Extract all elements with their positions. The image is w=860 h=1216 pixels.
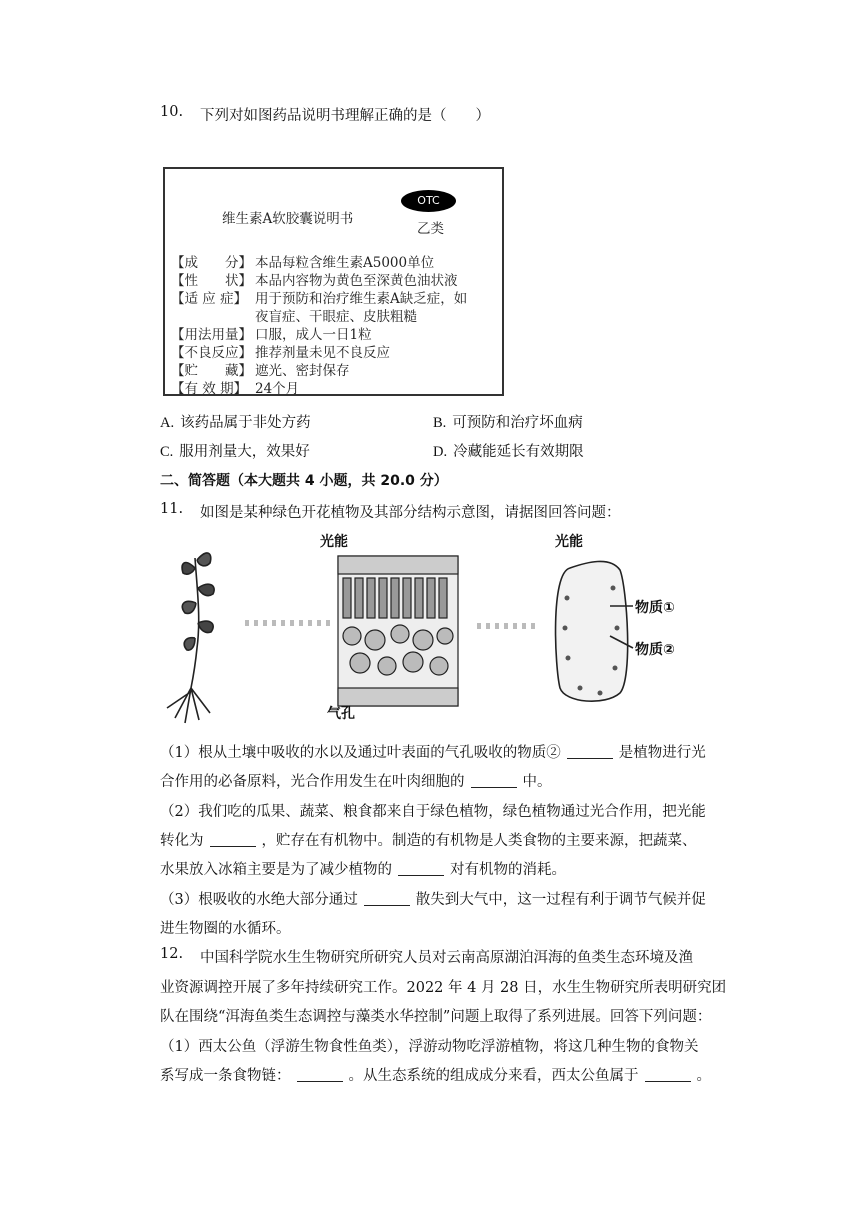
otc-class: 乙类	[417, 221, 444, 237]
drug-label-row	[171, 377, 299, 397]
drug-label-key: 【有 效 期】	[171, 381, 248, 397]
text: 是植物进行光	[618, 745, 706, 761]
q11-part3-line2: 进生物圈的水循环。	[160, 921, 291, 937]
drug-label-value: 本品内容物为黄色至深黄色油状液	[255, 273, 458, 289]
answer-blank[interactable]	[398, 861, 444, 876]
q12-line4: （1）西太公鱼（浮游生物食性鱼类），浮游动物吃浮游植物，将这几种生物的食物关	[160, 1039, 699, 1055]
answer-blank[interactable]	[471, 773, 517, 788]
leaf-cross-section	[338, 556, 458, 706]
drug-label-key: 【用法用量】	[171, 327, 252, 343]
q12-line5	[160, 1064, 711, 1085]
otc-badge: OTC	[401, 190, 456, 212]
drug-label-row	[171, 323, 372, 343]
q11-part1-line2	[160, 770, 552, 791]
drug-label-key: 【性 状】	[171, 273, 252, 289]
drug-label-key: 【适 应 症】	[171, 291, 248, 307]
text: 。从生态系统的组成成分来看，西太公鱼属于	[348, 1068, 639, 1084]
text: 合作用的必备原料，光合作用发生在叶肉细胞的	[160, 774, 465, 790]
answer-blank[interactable]	[645, 1067, 691, 1082]
drug-label-row	[171, 341, 390, 361]
q10-stem: 下列对如图药品说明书理解正确的是（ ）	[200, 108, 490, 124]
q11-part2-line3	[160, 858, 566, 879]
label-substance-2: 物质②	[635, 642, 675, 658]
q10-option-d[interactable]	[433, 440, 584, 461]
label-light-1: 光能	[320, 534, 348, 550]
label-light-2: 光能	[555, 534, 583, 550]
option-label: B.	[433, 415, 447, 431]
text: ，贮存在有机物中。制造的有机物是人类食物的主要来源，把蔬菜、	[261, 833, 697, 849]
drug-label-value: 24个月	[255, 381, 300, 397]
label-stoma: 气孔	[327, 706, 355, 722]
drug-label-key: 【贮 藏】	[171, 363, 252, 379]
q11-part2-line1: （2）我们吃的瓜果、蔬菜、粮食都来自于绿色植物，绿色植物通过光合作用，把光能	[160, 804, 706, 820]
q10-option-b[interactable]	[433, 411, 583, 432]
q12-line3: 队在围绕“洱海鱼类生态调控与藻类水华控制”问题上取得了系列进展。回答下列问题：	[160, 1009, 712, 1025]
drug-label-row	[171, 251, 434, 271]
drug-label-value: 用于预防和治疗维生素A缺乏症，如	[255, 291, 468, 307]
drug-label-key: 【成 分】	[171, 255, 252, 271]
q12-line2: 业资源调控开展了多年持续研究工作。2022 年 4 月 28 日，水生生物研究所表明研究团	[160, 980, 727, 996]
text: 。	[696, 1068, 711, 1084]
mesophyll-cell	[556, 561, 633, 701]
option-text: 冷藏能延长有效期限	[453, 444, 584, 460]
drug-label-title: 维生素A软胶囊说明书	[222, 211, 354, 227]
q11-part3-line1	[160, 888, 706, 909]
answer-blank[interactable]	[364, 891, 410, 906]
q12-number: 12.	[160, 946, 184, 962]
text: 系写成一条食物链：	[160, 1068, 291, 1084]
option-text: 可预防和治疗坏血病	[452, 415, 583, 431]
q12-line1: 中国科学院水生生物研究所研究人员对云南高原湖泊洱海的鱼类生态环境及渔	[200, 950, 693, 966]
text: （1）根从土壤中吸收的水以及通过叶表面的气孔吸收的物质②	[160, 745, 561, 761]
text: 水果放入冰箱主要是为了减少植物的	[160, 862, 392, 878]
option-label: D.	[433, 444, 448, 460]
q10-option-a[interactable]	[160, 411, 311, 432]
answer-blank[interactable]	[567, 744, 613, 759]
section-title: 二、简答题（本大题共 4 小题，共 20.0 分）	[160, 473, 448, 489]
drug-label-value: 推荐剂量未见不良反应	[255, 345, 390, 361]
drug-label-figure	[163, 167, 504, 396]
drug-label-key: 【不良反应】	[171, 345, 252, 361]
drug-label-value: 遮光、密封保存	[255, 363, 350, 379]
plant-structure-figure	[155, 528, 715, 728]
drug-label-row	[171, 287, 467, 307]
q10-number: 10.	[160, 104, 184, 120]
drug-label-row	[171, 359, 350, 379]
drug-label-row	[171, 269, 458, 289]
text: 对有机物的消耗。	[450, 862, 566, 878]
answer-blank[interactable]	[210, 832, 256, 847]
q10-option-c[interactable]	[160, 440, 310, 461]
text: （3）根吸收的水绝大部分通过	[160, 892, 358, 908]
drug-label-value: 口服，成人一日1粒	[255, 327, 372, 343]
q11-number: 11.	[160, 501, 184, 517]
option-text: 该药品属于非处方药	[180, 415, 311, 431]
option-text: 服用剂量大，效果好	[179, 444, 310, 460]
option-label: A.	[160, 415, 175, 431]
q11-part1-line1	[160, 741, 706, 762]
text: 散失到大气中，这一过程有利于调节气候并促	[415, 892, 706, 908]
drug-label-value: 本品每粒含维生素A5000单位	[255, 255, 435, 271]
drug-label-value: 夜盲症、干眼症、皮肤粗糙	[255, 309, 417, 325]
q11-part2-line2	[160, 829, 697, 850]
label-substance-1: 物质①	[635, 600, 675, 616]
text: 转化为	[160, 833, 204, 849]
q11-stem: 如图是某种绿色开花植物及其部分结构示意图，请据图回答问题：	[200, 505, 621, 521]
plant-illustration	[167, 553, 214, 723]
text: 中。	[522, 774, 552, 790]
drug-label-row	[171, 305, 417, 325]
option-label: C.	[160, 444, 174, 460]
answer-blank[interactable]	[297, 1067, 343, 1082]
